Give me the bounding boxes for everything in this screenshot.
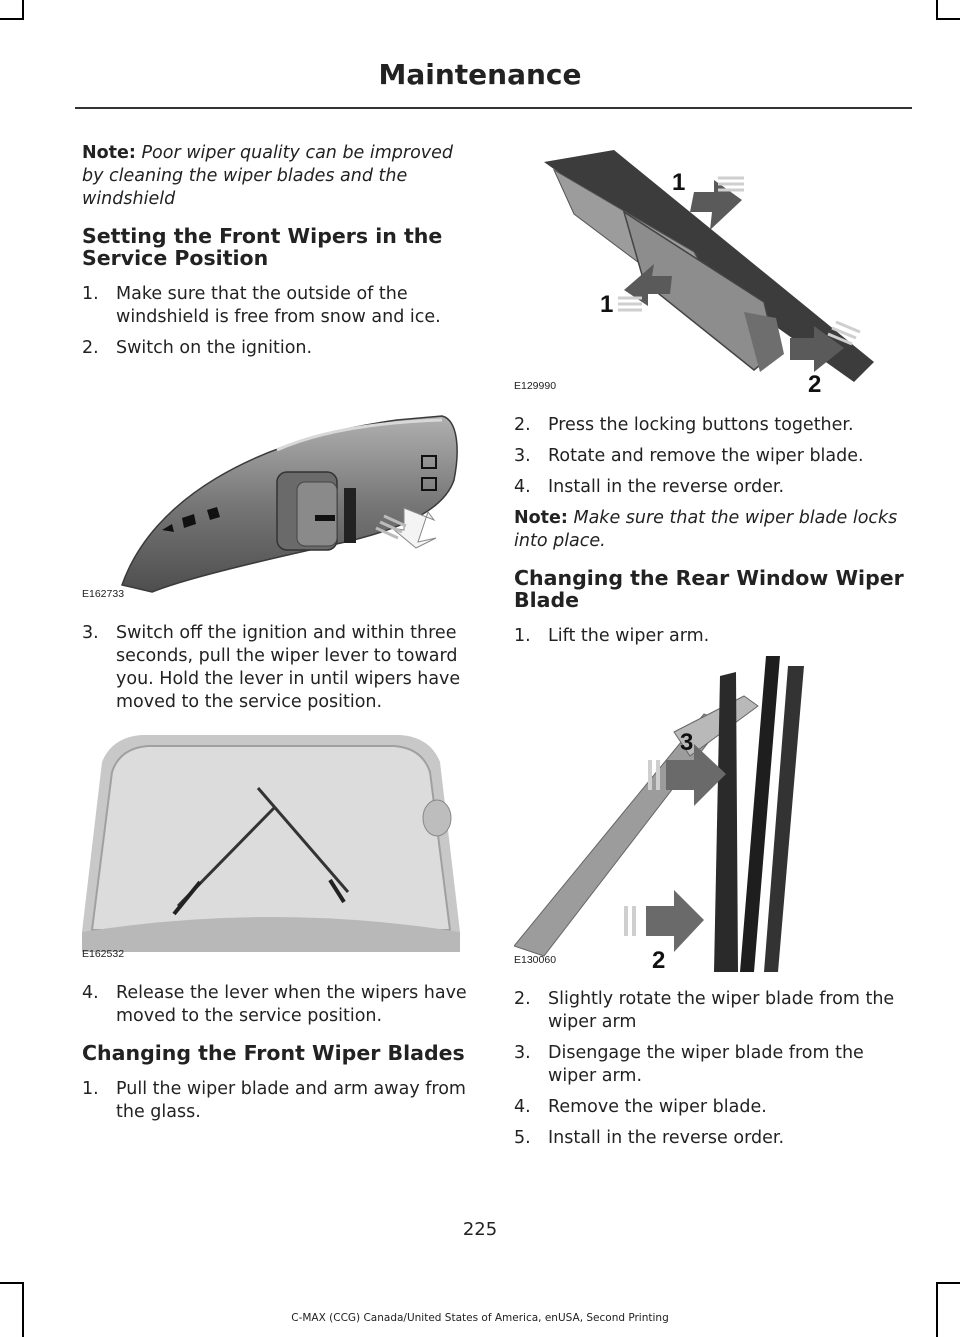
list-item xyxy=(514,1096,906,1119)
note-text: Make sure that the wiper blade locks into place. xyxy=(514,508,898,551)
crop-mark xyxy=(936,1282,960,1284)
locking-buttons-illustration xyxy=(514,142,892,398)
list-item xyxy=(514,476,906,499)
list-number: 1. xyxy=(514,626,531,646)
list-text: Switch off the ignition and within three seconds, pull the wiper lever to toward you. Hold the lever in until wipers have moved to the service position. xyxy=(116,623,461,712)
callout-2: 2 xyxy=(808,371,822,398)
list-text: Install in the reverse order. xyxy=(548,477,785,497)
section-title: Setting the Front Wipers in the Service Position xyxy=(82,224,443,270)
list-text: Lift the wiper arm. xyxy=(548,626,710,646)
note-label: Note: xyxy=(82,143,136,163)
list-item xyxy=(82,337,474,360)
list-item xyxy=(514,988,906,1034)
list-number: 4. xyxy=(514,1097,531,1117)
right-column xyxy=(514,142,906,1158)
list-item xyxy=(82,982,474,1028)
figure-locking-buttons xyxy=(514,142,892,398)
list-item xyxy=(82,1078,474,1124)
list-number: 4. xyxy=(514,477,531,497)
note-text: Poor wiper quality can be improved by cleaning the wiper blades and the windshield xyxy=(82,143,454,209)
list-number: 4. xyxy=(82,983,99,1003)
callout-3: 3 xyxy=(680,729,694,756)
arrow-2 xyxy=(626,890,704,952)
footer-text: C-MAX (CCG) Canada/United States of America, enUSA, Second Printing xyxy=(291,1312,669,1324)
list-number: 2. xyxy=(514,415,531,435)
list-number: 3. xyxy=(514,1043,531,1063)
list-number: 1. xyxy=(82,1079,99,1099)
page-number: 225 xyxy=(462,1219,498,1240)
list-item xyxy=(82,622,474,714)
crop-mark xyxy=(0,18,24,20)
crop-mark xyxy=(936,0,938,18)
left-column xyxy=(82,142,474,1132)
list-text: Press the locking buttons together. xyxy=(548,415,854,435)
section-title: Changing the Front Wiper Blades xyxy=(82,1041,465,1065)
note xyxy=(82,142,474,211)
list-number: 3. xyxy=(514,446,531,466)
list-text: Make sure that the outside of the windshield is free from snow and ice. xyxy=(116,284,441,327)
figure-code: E162733 xyxy=(82,588,125,600)
list-text: Pull the wiper blade and arm away from the glass. xyxy=(116,1079,466,1122)
figure-code: E162532 xyxy=(82,948,125,960)
list-text: Switch on the ignition. xyxy=(116,338,313,358)
list-item xyxy=(514,414,906,437)
note-label: Note: xyxy=(514,508,568,528)
list-item xyxy=(514,1127,906,1150)
figure-windshield xyxy=(82,732,460,966)
list-text: Disengage the wiper blade from the wiper arm. xyxy=(548,1043,864,1086)
list-number: 2. xyxy=(514,989,531,1009)
figure-code: E130060 xyxy=(514,954,557,966)
crop-mark xyxy=(22,0,24,18)
list-item xyxy=(82,283,474,329)
list-number: 5. xyxy=(514,1128,531,1148)
list-number: 1. xyxy=(82,284,99,304)
crop-mark xyxy=(936,18,960,20)
crop-mark xyxy=(0,1282,24,1284)
figure-rear-wiper xyxy=(514,656,892,972)
list-item xyxy=(514,625,906,648)
list-item xyxy=(514,1042,906,1088)
header-divider xyxy=(75,107,912,109)
list-text: Remove the wiper blade. xyxy=(548,1097,767,1117)
callout-1: 1 xyxy=(672,169,686,196)
section-title: Changing the Rear Window Wiper Blade xyxy=(514,566,904,612)
list-text: Install in the reverse order. xyxy=(548,1128,785,1148)
crop-mark xyxy=(936,1282,938,1337)
callout-1: 1 xyxy=(600,291,614,318)
page-title: Maintenance xyxy=(378,58,582,91)
list-text: Rotate and remove the wiper blade. xyxy=(548,446,864,466)
list-number: 2. xyxy=(82,338,99,358)
crop-mark xyxy=(22,1282,24,1337)
callout-2: 2 xyxy=(652,947,666,972)
list-text: Release the lever when the wipers have moved to the service position. xyxy=(116,983,467,1026)
list-text: Slightly rotate the wiper blade from the wiper arm xyxy=(548,989,895,1032)
wiper-lever-illustration xyxy=(82,370,460,606)
rear-wiper-illustration xyxy=(514,656,892,972)
note xyxy=(514,507,906,553)
figure-code: E129990 xyxy=(514,380,557,392)
list-number: 3. xyxy=(82,623,99,643)
list-item xyxy=(514,445,906,468)
figure-wiper-lever xyxy=(82,370,460,606)
windshield-illustration xyxy=(82,732,460,966)
